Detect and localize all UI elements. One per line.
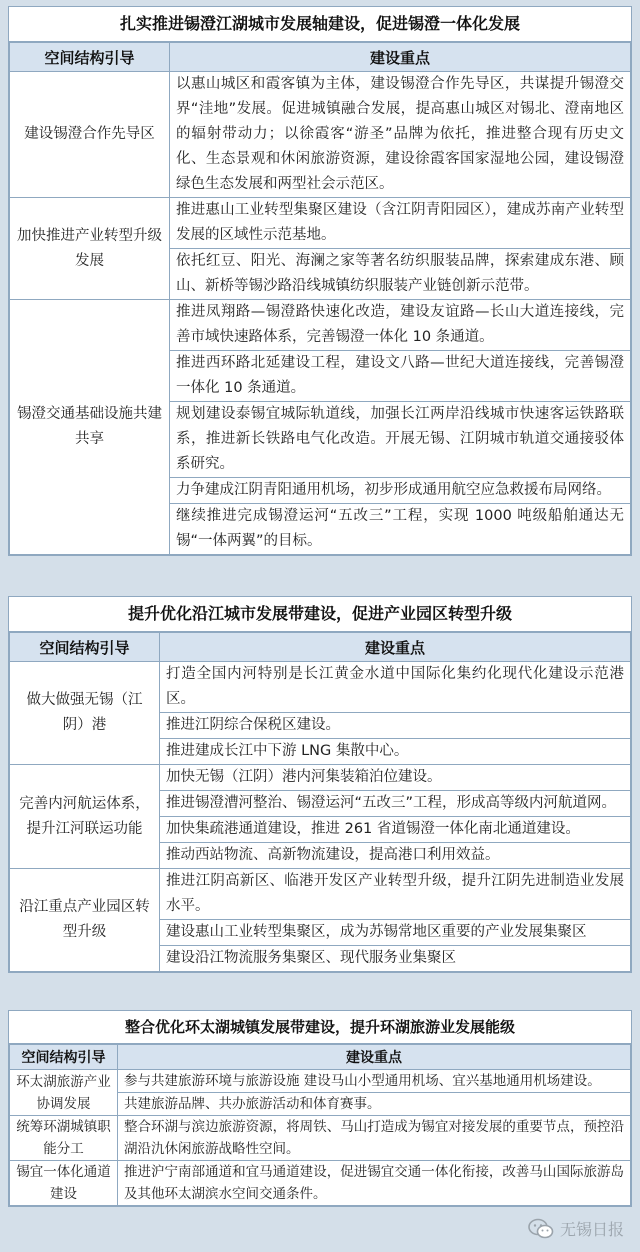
col-header-structure: 空间结构引导	[10, 43, 170, 72]
table-row	[10, 1070, 631, 1093]
section-2-title: 提升优化沿江城市发展带建设，促进产业园区转型升级	[9, 597, 631, 632]
table-row	[10, 869, 631, 920]
row-item: 整合环湖与滨边旅游资源，将周铁、马山打造成为锡宜对接发展的重要节点，预控沿湖沿氿休闲旅游战略性空间。	[118, 1116, 631, 1161]
table-row	[10, 765, 631, 791]
section-1-title: 扎实推进锡澄江湖城市发展轴建设，促进锡澄一体化发展	[9, 7, 631, 42]
row-item: 加快无锡（江阴）港内河集装箱泊位建设。	[160, 765, 631, 791]
row-item: 参与共建旅游环境与旅游设施 建设马山小型通用机场、宜兴基地通用机场建设。	[118, 1070, 631, 1093]
row-item: 加快集疏港通道建设，推进 261 省道锡澄一体化南北通道建设。	[160, 817, 631, 843]
row-item: 推进凤翔路—锡澄路快速化改造，建设友谊路—长山大道连接线，完善市域快速路体系，完善锡澄一体化 10 条通道。	[170, 300, 631, 351]
row-label: 锡澄交通基础设施共建共享	[10, 300, 170, 555]
section-1	[8, 6, 632, 556]
col-header-structure: 空间结构引导	[10, 1045, 118, 1070]
row-label: 环太湖旅游产业协调发展	[10, 1070, 118, 1116]
row-item: 推进建成长江中下游 LNG 集散中心。	[160, 739, 631, 765]
watermark	[528, 1217, 624, 1240]
row-item: 推进锡澄漕河整治、锡澄运河“五改三”工程，形成高等级内河航道网。	[160, 791, 631, 817]
wechat-icon	[528, 1218, 554, 1240]
section-1-table	[9, 42, 631, 555]
row-item: 建设惠山工业转型集聚区，成为苏锡常地区重要的产业发展集聚区	[160, 920, 631, 946]
table-row	[10, 72, 631, 198]
row-label: 建设锡澄合作先导区	[10, 72, 170, 198]
section-2-table	[9, 632, 631, 972]
section-3	[8, 1010, 632, 1207]
row-item: 建设沿江物流服务集聚区、现代服务业集聚区	[160, 946, 631, 972]
table-row	[10, 198, 631, 249]
row-item: 推动西站物流、高新物流建设，提高港口利用效益。	[160, 843, 631, 869]
row-label: 沿江重点产业园区转型升级	[10, 869, 160, 972]
table-row	[10, 1161, 631, 1206]
row-item: 继续推进完成锡澄运河“五改三”工程，实现 1000 吨级船舶通达无锡“一体两翼”的目标。	[170, 504, 631, 555]
table-row	[10, 662, 631, 713]
col-header-focus: 建设重点	[118, 1045, 631, 1070]
row-item: 推进江阴高新区、临港开发区产业转型升级，提升江阴先进制造业发展水平。	[160, 869, 631, 920]
row-item: 共建旅游品牌、共办旅游活动和体育赛事。	[118, 1093, 631, 1116]
row-item: 推进江阴综合保税区建设。	[160, 713, 631, 739]
section-3-table	[9, 1044, 631, 1206]
table-row	[10, 1116, 631, 1161]
row-item: 推进惠山工业转型集聚区建设（含江阴青阳园区），建成苏南产业转型发展的区域性示范基地。	[170, 198, 631, 249]
watermark-text: 无锡日报	[559, 1220, 624, 1239]
row-label: 统筹环湖城镇职能分工	[10, 1116, 118, 1161]
row-item: 依托红豆、阳光、海澜之家等著名纺织服装品牌，探索建成东港、顾山、新桥等锡沙路沿线城镇纺织服装产业链创新示范带。	[170, 249, 631, 300]
row-item: 力争建成江阴青阳通用机场，初步形成通用航空应急救援布局网络。	[170, 478, 631, 504]
row-item: 推进西环路北延建设工程，建设文八路—世纪大道连接线，完善锡澄一体化 10 条通道。	[170, 351, 631, 402]
row-item: 推进沪宁南部通道和宜马通道建设，促进锡宜交通一体化衔接，改善马山国际旅游岛及其他环太湖滨水空间交通条件。	[118, 1161, 631, 1206]
row-label: 完善内河航运体系，提升江河联运功能	[10, 765, 160, 869]
row-item: 以惠山城区和霞客镇为主体，建设锡澄合作先导区，共谋提升锡澄交界“洼地”发展。促进城镇融合发展，提高惠山城区对锡北、澄南地区的辐射带动力；以徐霞客“游圣”品牌为依托，推进整合现有历史文化、生态景观和休闲旅游资源，建设徐霞客国家湿地公园，建设锡澄绿色生态发展和两型社会示范区。	[170, 72, 631, 198]
row-item: 打造全国内河特别是长江黄金水道中国际化集约化现代化建设示范港区。	[160, 662, 631, 713]
col-header-focus: 建设重点	[170, 43, 631, 72]
table-row	[10, 300, 631, 351]
col-header-structure: 空间结构引导	[10, 633, 160, 662]
row-label: 做大做强无锡（江阴）港	[10, 662, 160, 765]
section-3-title: 整合优化环太湖城镇发展带建设，提升环湖旅游业发展能级	[9, 1011, 631, 1044]
row-label: 加快推进产业转型升级发展	[10, 198, 170, 300]
row-item: 规划建设泰锡宜城际轨道线，加强长江两岸沿线城市快速客运铁路联系，推进新长铁路电气化改造。开展无锡、江阴城市轨道交通接驳体系研究。	[170, 402, 631, 478]
row-label: 锡宜一体化通道建设	[10, 1161, 118, 1206]
col-header-focus: 建设重点	[160, 633, 631, 662]
section-2	[8, 596, 632, 973]
